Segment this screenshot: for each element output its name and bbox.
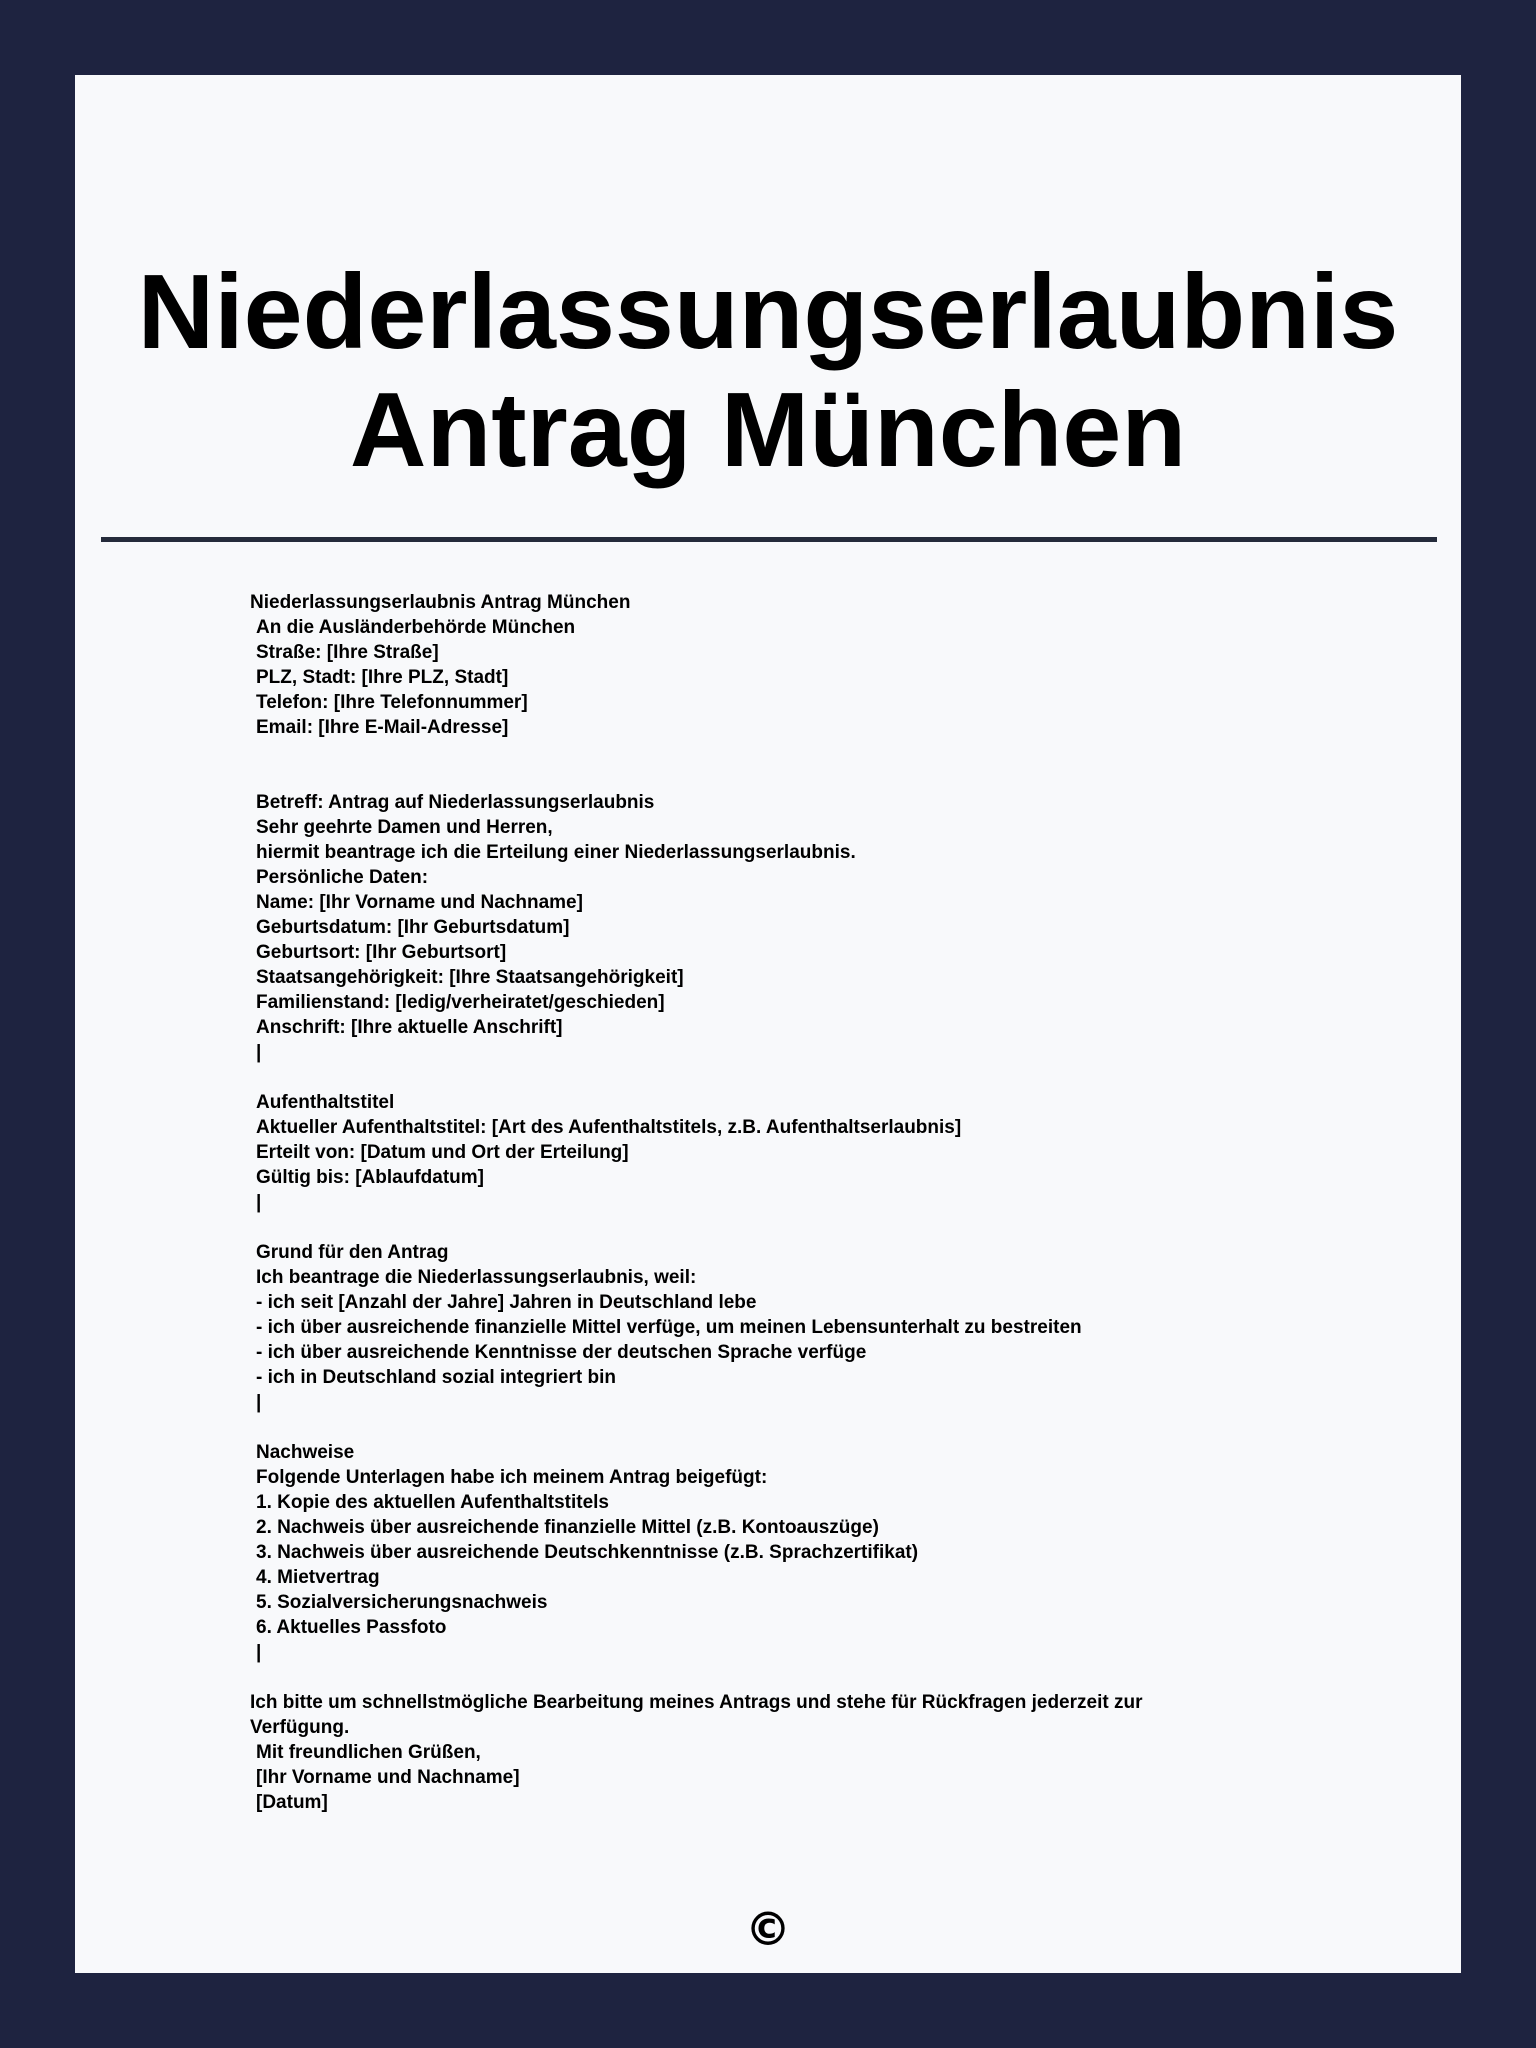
section-separator: | bbox=[256, 1392, 262, 1413]
letter-body bbox=[250, 590, 1260, 1815]
reason-item: - ich in Deutschland sozial integriert bin bbox=[256, 1367, 616, 1388]
evidence-item: 4. Mietvertrag bbox=[256, 1567, 380, 1588]
reason-heading: Grund für den Antrag bbox=[256, 1242, 449, 1263]
reason-item: - ich seit [Anzahl der Jahre] Jahren in Deutschland lebe bbox=[256, 1292, 757, 1313]
blank-line bbox=[250, 1665, 1260, 1690]
blank-line bbox=[250, 740, 1260, 765]
letter-street: Straße: [Ihre Straße] bbox=[256, 642, 439, 663]
evidence-item: 2. Nachweis über ausreichende finanzielle Mittel (z.B. Kontoauszüge) bbox=[256, 1517, 879, 1538]
letter-city: PLZ, Stadt: [Ihre PLZ, Stadt] bbox=[256, 667, 509, 688]
residence-item: Erteilt von: [Datum und Ort der Erteilung] bbox=[256, 1142, 629, 1163]
page-title-line-2: Antrag München bbox=[349, 371, 1187, 489]
letter-salutation: Sehr geehrte Damen und Herren, bbox=[256, 817, 553, 838]
letter-recipient: An die Ausländerbehörde München bbox=[256, 617, 576, 638]
document-page bbox=[75, 75, 1461, 1973]
evidence-item: 5. Sozialversicherungsnachweis bbox=[256, 1592, 548, 1613]
letter-email: Email: [Ihre E-Mail-Adresse] bbox=[256, 717, 509, 738]
personal-data-heading: Persönliche Daten: bbox=[256, 867, 429, 888]
letter-phone: Telefon: [Ihre Telefonnummer] bbox=[256, 692, 528, 713]
closing-request: Ich bitte um schnellstmögliche Bearbeitung meines Antrags und stehe für Rückfragen jederzeit zur Verfügung. bbox=[250, 1692, 1143, 1738]
section-separator: | bbox=[256, 1642, 262, 1663]
page-title bbox=[75, 253, 1461, 489]
reason-intro: Ich beantrage die Niederlassungserlaubnis, weil: bbox=[256, 1267, 697, 1288]
evidence-item: 3. Nachweis über ausreichende Deutschkenntnisse (z.B. Sprachzertifikat) bbox=[256, 1542, 919, 1563]
blank-line bbox=[250, 765, 1260, 790]
section-separator: | bbox=[256, 1042, 262, 1063]
evidence-intro: Folgende Unterlagen habe ich meinem Antrag beigefügt: bbox=[256, 1467, 768, 1488]
evidence-item: 1. Kopie des aktuellen Aufenthaltstitels bbox=[256, 1492, 609, 1513]
residence-item: Gültig bis: [Ablaufdatum] bbox=[256, 1167, 484, 1188]
reason-item: - ich über ausreichende finanzielle Mittel verfüge, um meinen Lebensunterhalt zu bestreiten bbox=[256, 1317, 1082, 1338]
personal-data-item: Familienstand: [ledig/verheiratet/geschieden] bbox=[256, 992, 665, 1013]
page-title-line-1: Niederlassungserlaubnis bbox=[137, 253, 1399, 371]
closing-greeting: Mit freundlichen Grüßen, bbox=[256, 1742, 481, 1763]
blank-line bbox=[250, 1215, 1260, 1240]
copyright-icon: © bbox=[745, 1902, 791, 1956]
blank-line bbox=[250, 1415, 1260, 1440]
personal-data-item: Anschrift: [Ihre aktuelle Anschrift] bbox=[256, 1017, 563, 1038]
blank-line bbox=[250, 1065, 1260, 1090]
personal-data-item: Name: [Ihr Vorname und Nachname] bbox=[256, 892, 583, 913]
residence-heading: Aufenthaltstitel bbox=[256, 1092, 395, 1113]
title-divider bbox=[101, 537, 1437, 542]
letter-intro: hiermit beantrage ich die Erteilung einer Niederlassungserlaubnis. bbox=[256, 842, 856, 863]
personal-data-item: Geburtsdatum: [Ihr Geburtsdatum] bbox=[256, 917, 570, 938]
signature-name: [Ihr Vorname und Nachname] bbox=[256, 1767, 520, 1788]
personal-data-item: Staatsangehörigkeit: [Ihre Staatsangehörigkeit] bbox=[256, 967, 684, 988]
section-separator: | bbox=[256, 1192, 262, 1213]
letter-header-title: Niederlassungserlaubnis Antrag München bbox=[250, 592, 631, 613]
evidence-item: 6. Aktuelles Passfoto bbox=[256, 1617, 447, 1638]
personal-data-item: Geburtsort: [Ihr Geburtsort] bbox=[256, 942, 507, 963]
reason-item: - ich über ausreichende Kenntnisse der deutschen Sprache verfüge bbox=[256, 1342, 867, 1363]
evidence-heading: Nachweise bbox=[256, 1442, 355, 1463]
residence-item: Aktueller Aufenthaltstitel: [Art des Aufenthaltstitels, z.B. Aufenthaltserlaubnis] bbox=[256, 1117, 962, 1138]
letter-subject: Betreff: Antrag auf Niederlassungserlaubnis bbox=[256, 792, 655, 813]
signature-date: [Datum] bbox=[256, 1792, 328, 1813]
